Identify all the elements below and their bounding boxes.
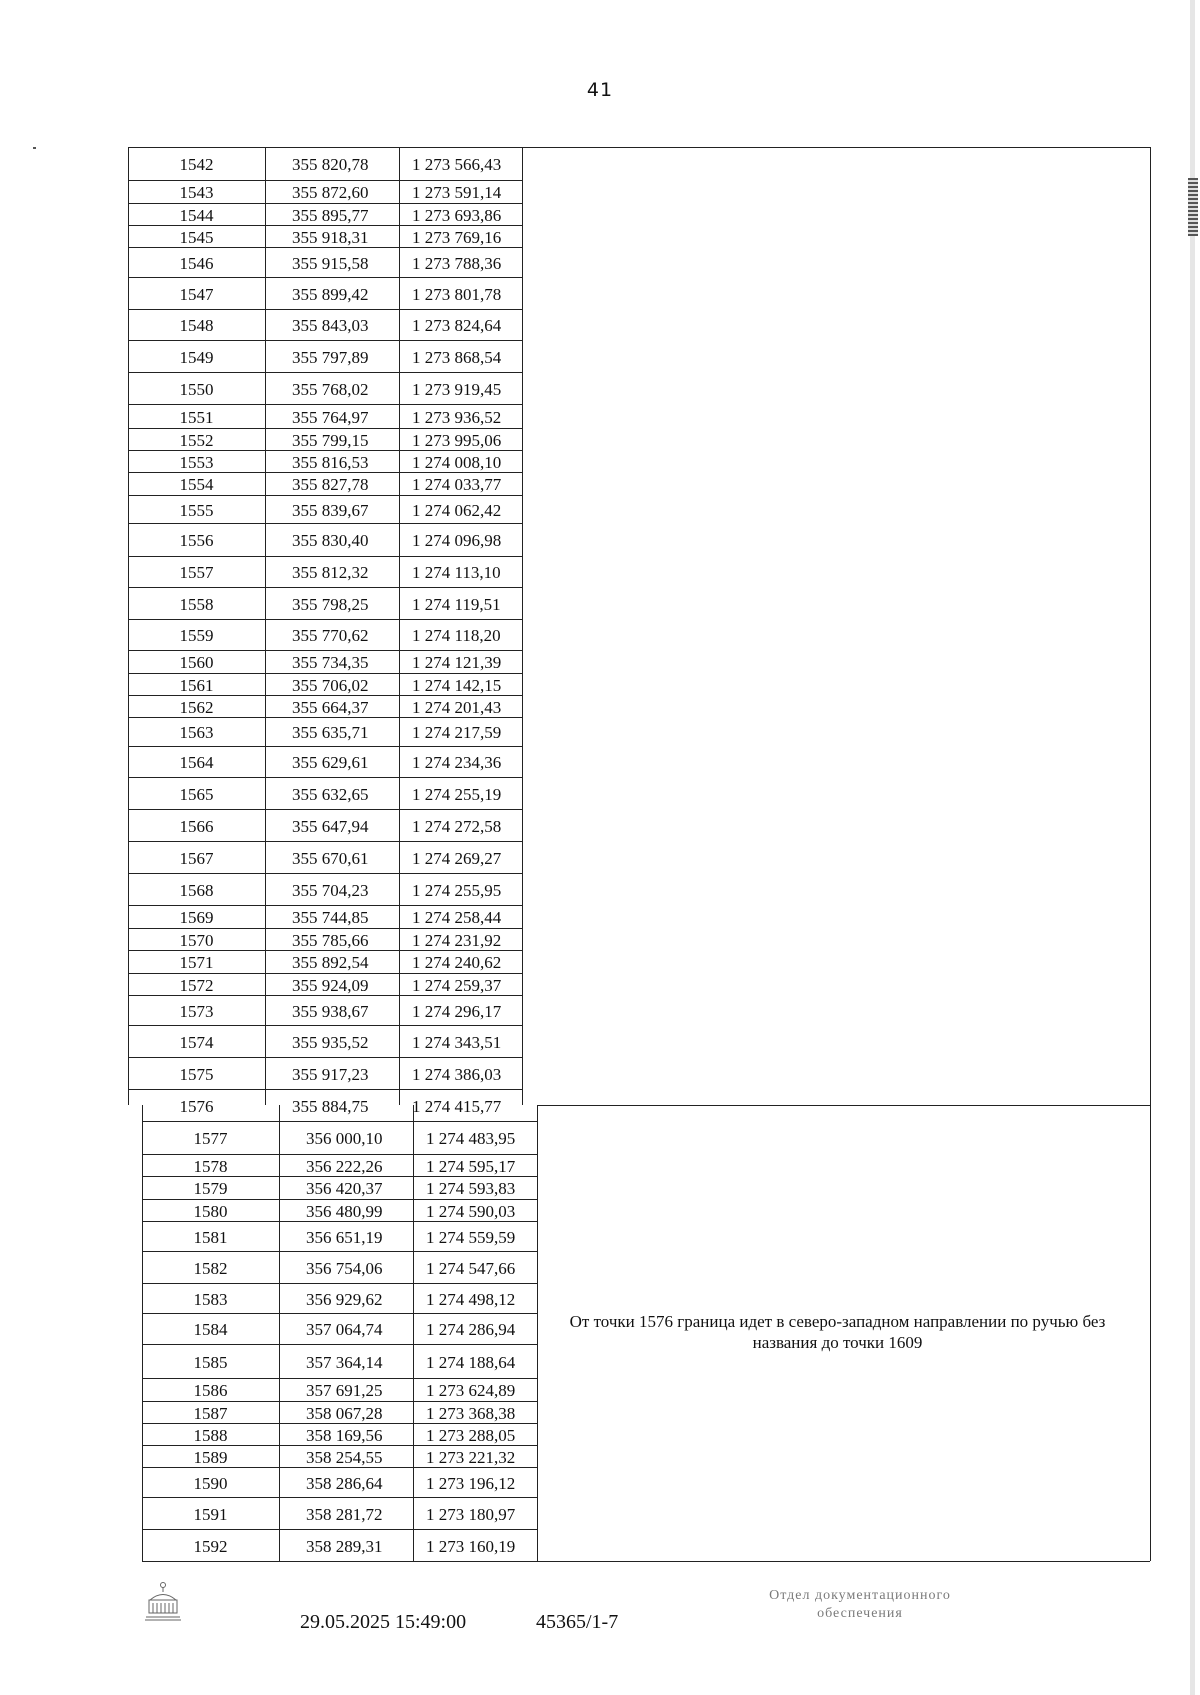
coordinate-y: 1 274 590,03 [426,1201,516,1221]
table-rule [128,973,522,974]
point-number: 1578 [193,1156,228,1176]
coordinate-y: 1 273 196,12 [426,1473,516,1493]
description-separator [537,1105,1150,1106]
coordinate-x: 355 915,58 [292,253,369,273]
table-rule [128,180,522,181]
point-number: 1579 [193,1179,228,1198]
department-stamp [700,1587,1020,1623]
point-number: 1555 [179,500,214,520]
coordinate-x: 356 420,37 [306,1179,383,1198]
coordinate-x: 355 635,71 [292,723,369,742]
coordinate-x: 355 770,62 [292,626,369,645]
column-rule [279,1105,280,1561]
point-number: 1571 [179,953,214,972]
point-number: 1553 [179,452,214,472]
coordinate-x: 355 938,67 [292,1001,369,1021]
table-rule [128,404,522,405]
coordinate-x: 355 647,94 [292,816,369,836]
point-number: 1557 [179,563,214,582]
coordinate-y: 1 274 259,37 [412,975,502,995]
point-number: 1563 [179,723,214,742]
table-rule [128,650,522,651]
coordinate-y: 1 273 788,36 [412,253,502,273]
table-rule [142,1467,537,1468]
point-number: 1568 [179,880,214,900]
point-number: 1582 [193,1258,228,1278]
coordinate-x: 355 816,53 [292,452,369,472]
coordinate-y: 1 273 868,54 [412,347,502,367]
coordinate-x: 355 764,97 [292,407,369,427]
point-number: 1565 [179,784,214,804]
coordinate-y: 1 274 415,77 [412,1096,502,1116]
point-number: 1561 [179,675,214,695]
coordinate-x: 355 918,31 [292,227,369,247]
coordinate-y: 1 273 995,06 [412,430,502,450]
coordinate-x: 358 254,55 [306,1447,383,1467]
table-rule [128,950,522,951]
coordinate-y: 1 273 368,38 [426,1403,516,1423]
table-rule [142,1497,537,1498]
coordinate-x: 356 651,19 [306,1227,383,1247]
point-number: 1552 [179,430,214,450]
coordinate-x: 356 754,06 [306,1258,383,1278]
coordinate-y: 1 274 593,83 [426,1179,516,1198]
point-number: 1542 [179,155,214,174]
point-number: 1562 [179,697,214,717]
point-number: 1570 [179,930,214,950]
coordinate-x: 356 480,99 [306,1201,383,1221]
coordinate-x: 358 281,72 [306,1504,383,1524]
coordinate-y: 1 274 559,59 [426,1227,516,1247]
table-rule [128,556,522,557]
table-rule [128,619,522,620]
point-number: 1592 [193,1536,228,1556]
point-number: 1567 [179,848,214,868]
coordinate-y: 1 274 296,17 [412,1001,502,1021]
point-number: 1545 [179,227,214,247]
point-number: 1543 [179,183,214,202]
coordinate-x: 355 629,61 [292,753,369,772]
coordinate-x: 356 929,62 [306,1289,383,1309]
point-number: 1577 [193,1129,228,1148]
table-rule [128,809,522,810]
table-rule [142,1529,537,1530]
point-number: 1591 [193,1504,228,1524]
coordinate-x: 355 884,75 [292,1096,369,1116]
coordinate-x: 355 734,35 [292,653,369,672]
table-rule [142,1154,537,1155]
point-number: 1581 [193,1227,228,1247]
table-rule [128,928,522,929]
point-number: 1587 [193,1403,228,1423]
table-rule [128,717,522,718]
table-rule [128,225,522,226]
coordinate-y: 1 274 255,95 [412,880,502,900]
coordinate-x: 355 830,40 [292,531,369,550]
table-rule [128,309,522,310]
coordinate-x: 357 691,25 [306,1381,383,1400]
table-rule [128,1057,522,1058]
coordinate-x: 355 839,67 [292,500,369,520]
point-number: 1548 [179,316,214,335]
coordinate-x: 355 899,42 [292,284,369,304]
coordinate-y: 1 273 624,89 [426,1381,516,1400]
coordinate-x: 355 768,02 [292,379,369,399]
coordinate-y: 1 273 824,64 [412,316,502,335]
point-number: 1574 [179,1032,214,1052]
table-rule [142,1313,537,1314]
coordinate-y: 1 273 221,32 [426,1447,516,1467]
table-rule [128,372,522,373]
coordinate-y: 1 274 142,15 [412,675,502,695]
coordinate-y: 1 274 096,98 [412,531,502,550]
coordinate-y: 1 274 343,51 [412,1032,502,1052]
point-number: 1590 [193,1473,228,1493]
coordinate-y: 1 274 258,44 [412,908,502,927]
table-rule [142,1423,537,1424]
coordinate-y: 1 273 566,43 [412,155,502,174]
table-rule [142,1344,537,1345]
coordinate-x: 355 798,25 [292,594,369,614]
coordinate-x: 355 664,37 [292,697,369,717]
coordinate-x: 355 892,54 [292,953,369,972]
table-rule [128,428,522,429]
coordinate-y: 1 274 188,64 [426,1352,516,1372]
coordinate-y: 1 274 595,17 [426,1156,516,1176]
coordinate-x: 357 064,74 [306,1320,383,1339]
table-rule [128,587,522,588]
point-number: 1556 [179,531,214,550]
coordinate-y: 1 274 033,77 [412,475,502,494]
coordinate-y: 1 274 119,51 [412,594,501,614]
coordinate-x: 355 895,77 [292,205,369,225]
point-number: 1546 [179,253,214,273]
coordinate-x: 355 935,52 [292,1032,369,1052]
table-rule [128,1025,522,1026]
coordinate-y: 1 273 801,78 [412,284,502,304]
coordinate-y: 1 274 498,12 [426,1289,516,1309]
page-number: 41 [586,79,614,101]
coordinate-y: 1 274 269,27 [412,848,502,868]
coordinate-x: 355 799,15 [292,430,369,450]
point-number: 1544 [179,205,214,225]
table-rule [128,203,522,204]
table-rule [128,777,522,778]
coordinate-x: 355 706,02 [292,675,369,695]
coordinate-x: 355 744,85 [292,908,369,927]
table-rule [142,1378,537,1379]
coordinate-x: 355 924,09 [292,975,369,995]
coordinate-y: 1 273 180,97 [426,1504,516,1524]
coordinate-y: 1 274 272,58 [412,816,502,836]
table-rule [128,277,522,278]
table-rule [142,1199,537,1200]
coordinate-x: 355 843,03 [292,316,369,335]
point-number: 1589 [193,1447,228,1467]
point-number: 1558 [179,594,214,614]
point-number: 1549 [179,347,214,367]
coordinate-y: 1 274 201,43 [412,697,502,717]
coordinate-y: 1 274 062,42 [412,500,502,520]
coordinate-x: 355 785,66 [292,930,369,950]
point-number: 1584 [193,1320,228,1339]
point-number: 1588 [193,1425,228,1445]
coordinate-y: 1 273 936,52 [412,407,502,427]
point-number: 1554 [179,475,214,494]
point-number: 1572 [179,975,214,995]
emblem-stamp-icon [143,1580,183,1622]
point-number: 1550 [179,379,214,399]
coordinate-y: 1 273 160,19 [426,1536,516,1556]
column-rule [399,147,400,1105]
coordinate-x: 355 704,23 [292,880,369,900]
point-number: 1547 [179,284,214,304]
table-rule [142,1221,537,1222]
table-rule [142,1121,537,1122]
coordinate-y: 1 274 483,95 [426,1129,516,1148]
point-number: 1564 [179,753,214,772]
table-rule [128,472,522,473]
point-number: 1583 [193,1289,228,1309]
table-rule [128,340,522,341]
table-rule [142,1176,537,1177]
table-rule [128,695,522,696]
coordinate-y: 1 273 591,14 [412,183,502,202]
coordinate-y: 1 273 693,86 [412,205,502,225]
coordinate-x: 355 797,89 [292,347,369,367]
point-number: 1569 [179,908,214,927]
table-rule [128,495,522,496]
table-rule [142,1561,1150,1562]
coordinate-y: 1 274 234,36 [412,753,502,772]
table-rule [128,523,522,524]
coordinate-y: 1 274 231,92 [412,930,502,950]
table-rule [128,905,522,906]
column-rule [522,147,523,1105]
coordinate-x: 355 632,65 [292,784,369,804]
point-number: 1576 [179,1096,214,1116]
column-rule [413,1105,414,1561]
coordinate-x: 356 000,10 [306,1129,383,1148]
coordinate-y: 1 274 113,10 [412,563,501,582]
coordinate-x: 355 670,61 [292,848,369,868]
coordinate-x: 355 917,23 [292,1064,369,1084]
column-rule [537,1105,538,1561]
table-rule [128,450,522,451]
table-rule [142,1251,537,1252]
table-rule [142,1283,537,1284]
coordinate-y: 1 274 008,10 [412,452,502,472]
boundary-description: От точки 1576 граница идет в северо-западном направлении по ручью без названия до точки 1609 [569,1312,1106,1352]
coordinate-x: 356 222,26 [306,1156,383,1176]
coordinate-y: 1 273 919,45 [412,379,502,399]
column-rule [265,147,266,1105]
table-rule [142,1401,537,1402]
table-rule [128,673,522,674]
table-rule [128,247,522,248]
point-number: 1573 [179,1001,214,1021]
coordinate-x: 358 169,56 [306,1425,383,1445]
footer-document-number: 45365/1-7 [536,1611,619,1633]
coordinate-x: 355 827,78 [292,475,369,494]
coordinate-x: 355 872,60 [292,183,369,202]
coordinate-x: 358 286,64 [306,1473,383,1493]
coordinate-x: 358 289,31 [306,1536,383,1556]
coordinate-y: 1 273 288,05 [426,1425,516,1445]
coordinate-x: 358 067,28 [306,1403,383,1423]
table-right-border [1150,147,1151,1561]
table-rule [128,147,1150,148]
coordinate-y: 1 273 769,16 [412,227,502,247]
coordinate-x: 357 364,14 [306,1352,383,1372]
coordinate-y: 1 274 286,94 [426,1320,516,1339]
table-rule [128,746,522,747]
table-rule [128,1089,522,1090]
footer-date: 29.05.2025 15:49:00 [300,1611,467,1633]
coordinate-y: 1 274 118,20 [412,626,501,645]
coordinate-x: 355 812,32 [292,563,369,582]
coordinate-y: 1 274 121,39 [412,653,502,672]
coordinate-y: 1 274 255,19 [412,784,502,804]
point-number: 1559 [179,626,214,645]
coordinate-y: 1 274 386,03 [412,1064,502,1084]
point-number: 1575 [179,1064,214,1084]
coordinate-y: 1 274 547,66 [426,1258,516,1278]
point-number: 1551 [179,407,214,427]
table-rule [128,873,522,874]
table-rule [142,1445,537,1446]
coordinate-x: 355 820,78 [292,155,369,174]
point-number: 1586 [193,1381,228,1400]
point-number: 1585 [193,1352,228,1372]
coordinate-y: 1 274 217,59 [412,723,502,742]
coordinate-y: 1 274 240,62 [412,953,502,972]
department-stamp-line1: Отдел документационного [769,1588,951,1603]
table-rule [128,995,522,996]
point-number: 1566 [179,816,214,836]
point-number: 1560 [179,653,214,672]
point-number: 1580 [193,1201,228,1221]
department-stamp-line2: обеспечения [817,1606,903,1621]
table-rule [128,841,522,842]
